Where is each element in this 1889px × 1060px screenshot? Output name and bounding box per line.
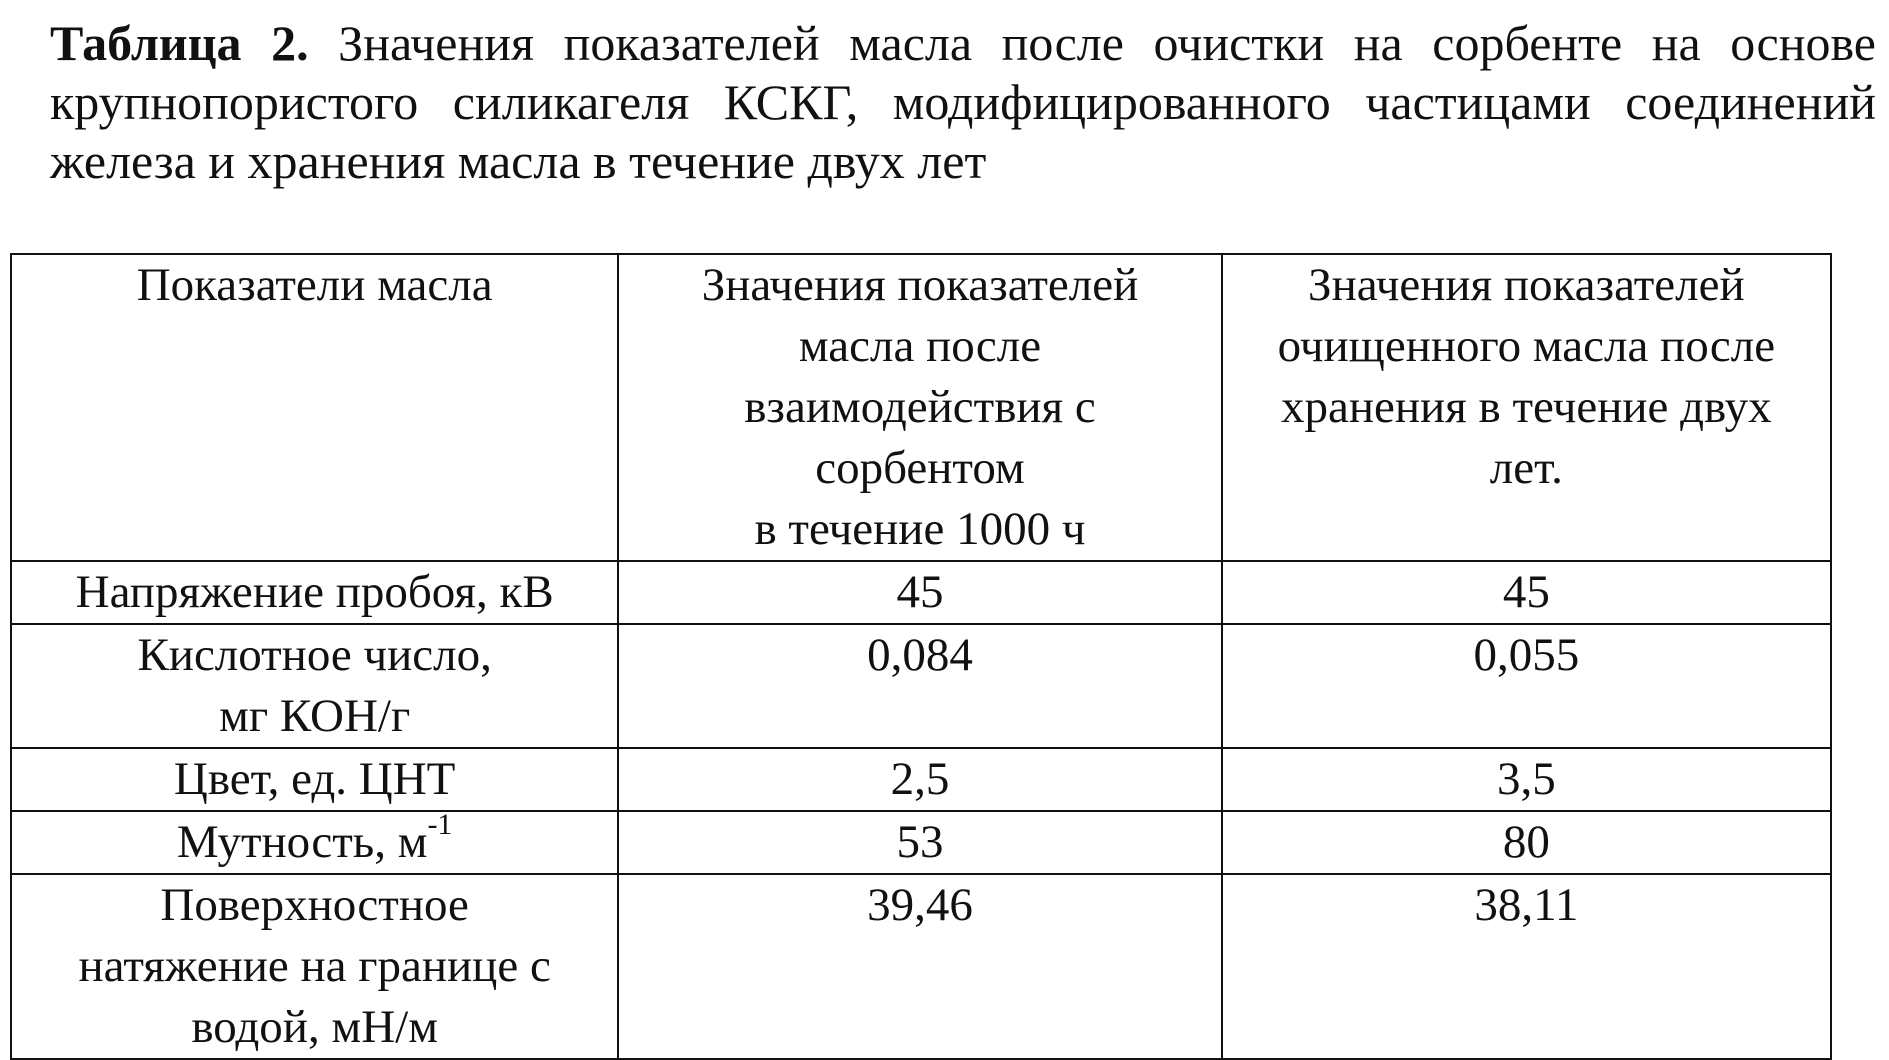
row-name: Поверхностное натяжение на границе с водой, мН/м: [11, 874, 618, 1059]
caption-label: Таблица 2.: [50, 15, 309, 71]
table-row: [11, 561, 1831, 624]
header-after-sorbent: Значения показателей масла после взаимодействия с сорбентом в течение 1000 ч: [618, 254, 1221, 561]
oil-indicators-table: [10, 253, 1832, 1060]
table-row: [11, 874, 1831, 1059]
table-caption: [50, 14, 1876, 191]
row-value-after-sorbent: 53: [618, 811, 1221, 874]
row-value-after-storage: 3,5: [1222, 748, 1831, 811]
header-indicators: Показатели масла: [11, 254, 618, 561]
row-name-cell: [11, 808, 618, 874]
row-name-superscript: -1: [427, 808, 453, 842]
row-value-after-storage: 45: [1222, 561, 1831, 624]
row-value-after-sorbent: 2,5: [618, 748, 1221, 811]
row-name: Цвет, ед. ЦНТ: [11, 748, 618, 811]
row-name: Напряжение пробоя, кВ: [11, 561, 618, 624]
table-row: [11, 748, 1831, 811]
row-value-after-sorbent: 39,46: [618, 874, 1221, 1059]
table-row: [11, 811, 1831, 874]
row-value-after-storage: 80: [1222, 811, 1831, 874]
row-value-after-storage: 38,11: [1222, 874, 1831, 1059]
row-value-after-storage: 0,055: [1222, 624, 1831, 748]
row-name: Кислотное число, мг КОН/г: [11, 624, 618, 748]
caption-text: Значения показателей масла после очистки на сорбенте на основе крупнопористого силикагеля КСКГ, модифицированного частицами соединений железа и хранения масла в течение двух лет: [50, 15, 1876, 189]
row-value-after-sorbent: 45: [618, 561, 1221, 624]
row-name: Мутность, м: [176, 816, 428, 868]
table-row: [11, 624, 1831, 748]
row-value-after-sorbent: 0,084: [618, 624, 1221, 748]
table-header-row: [11, 254, 1831, 561]
header-after-storage: Значения показателей очищенного масла после хранения в течение двух лет.: [1222, 254, 1831, 561]
